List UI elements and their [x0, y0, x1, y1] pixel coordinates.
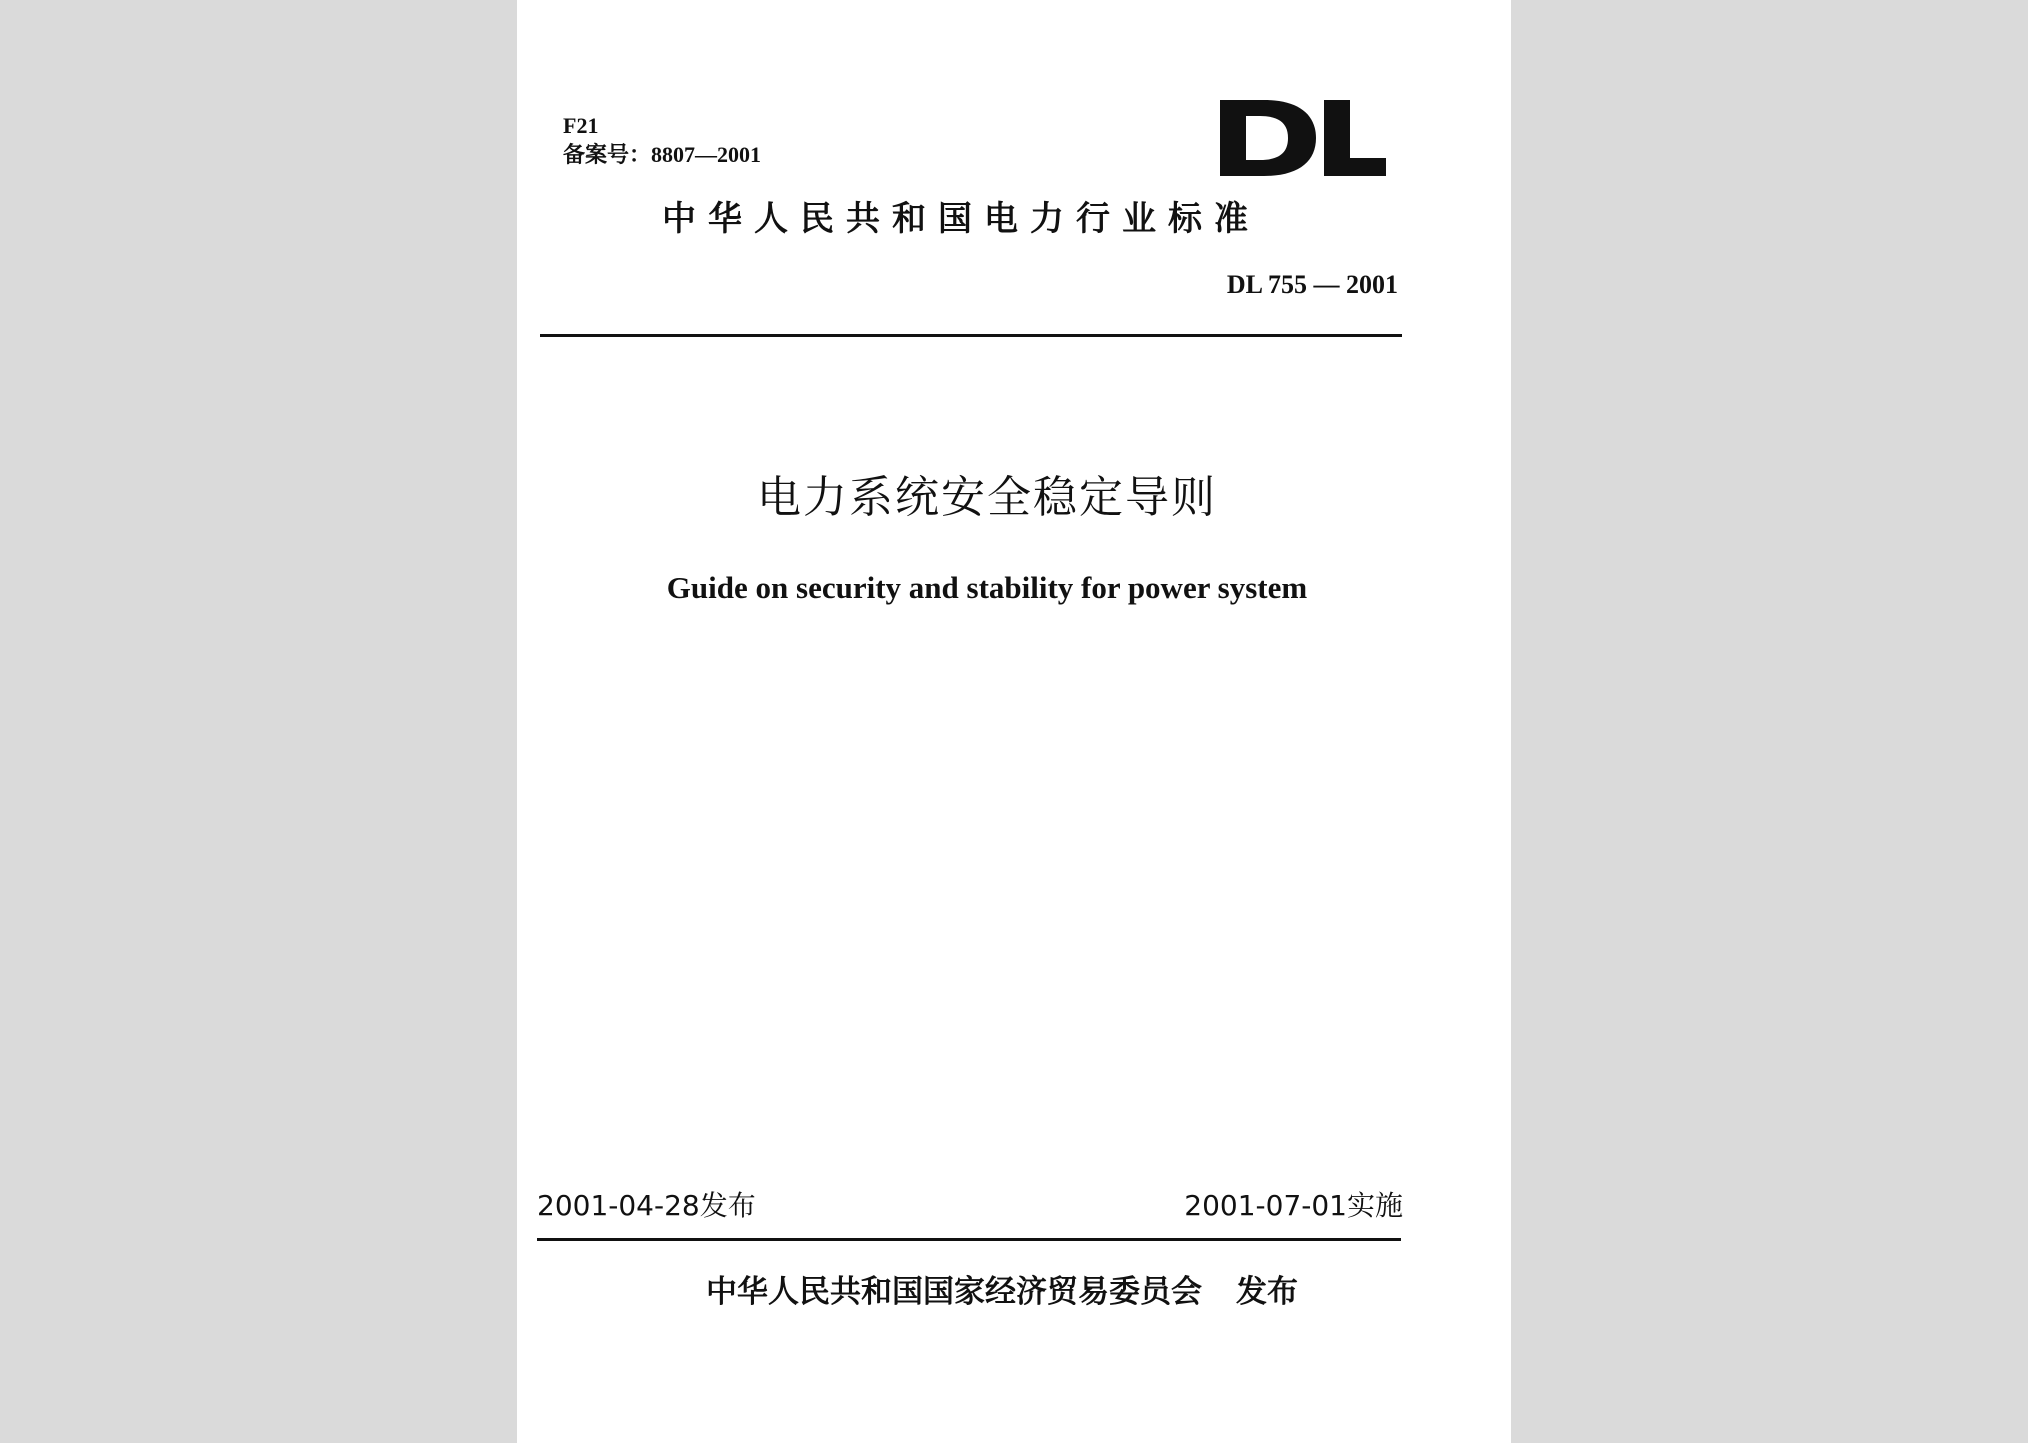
- dl-logo: [1220, 100, 1386, 176]
- title-english: Guide on security and stability for power system: [666, 570, 1308, 605]
- issuer-line: [517, 1270, 1487, 1314]
- standard-series: 中华人民共和国电力行业标准: [662, 199, 1260, 239]
- issue-label: 发布: [1236, 1274, 1298, 1310]
- header-rule: [540, 334, 1402, 337]
- implement-date: 2001-07-01实施: [1184, 1189, 1403, 1222]
- footer-rule: [537, 1238, 1401, 1241]
- issuer-name: 中华人民共和国国家经济贸易委员会: [706, 1274, 1202, 1310]
- document-page: [517, 0, 1511, 1443]
- publish-date: 2001-04-28发布: [537, 1189, 756, 1222]
- title-chinese: 电力系统安全稳定导则: [757, 472, 1217, 523]
- date-row: [537, 1186, 1403, 1226]
- filing-number: 备案号：8807—2001: [563, 142, 762, 167]
- standard-number: DL 755 — 2001: [1226, 270, 1398, 299]
- classification-code: F21: [563, 113, 599, 138]
